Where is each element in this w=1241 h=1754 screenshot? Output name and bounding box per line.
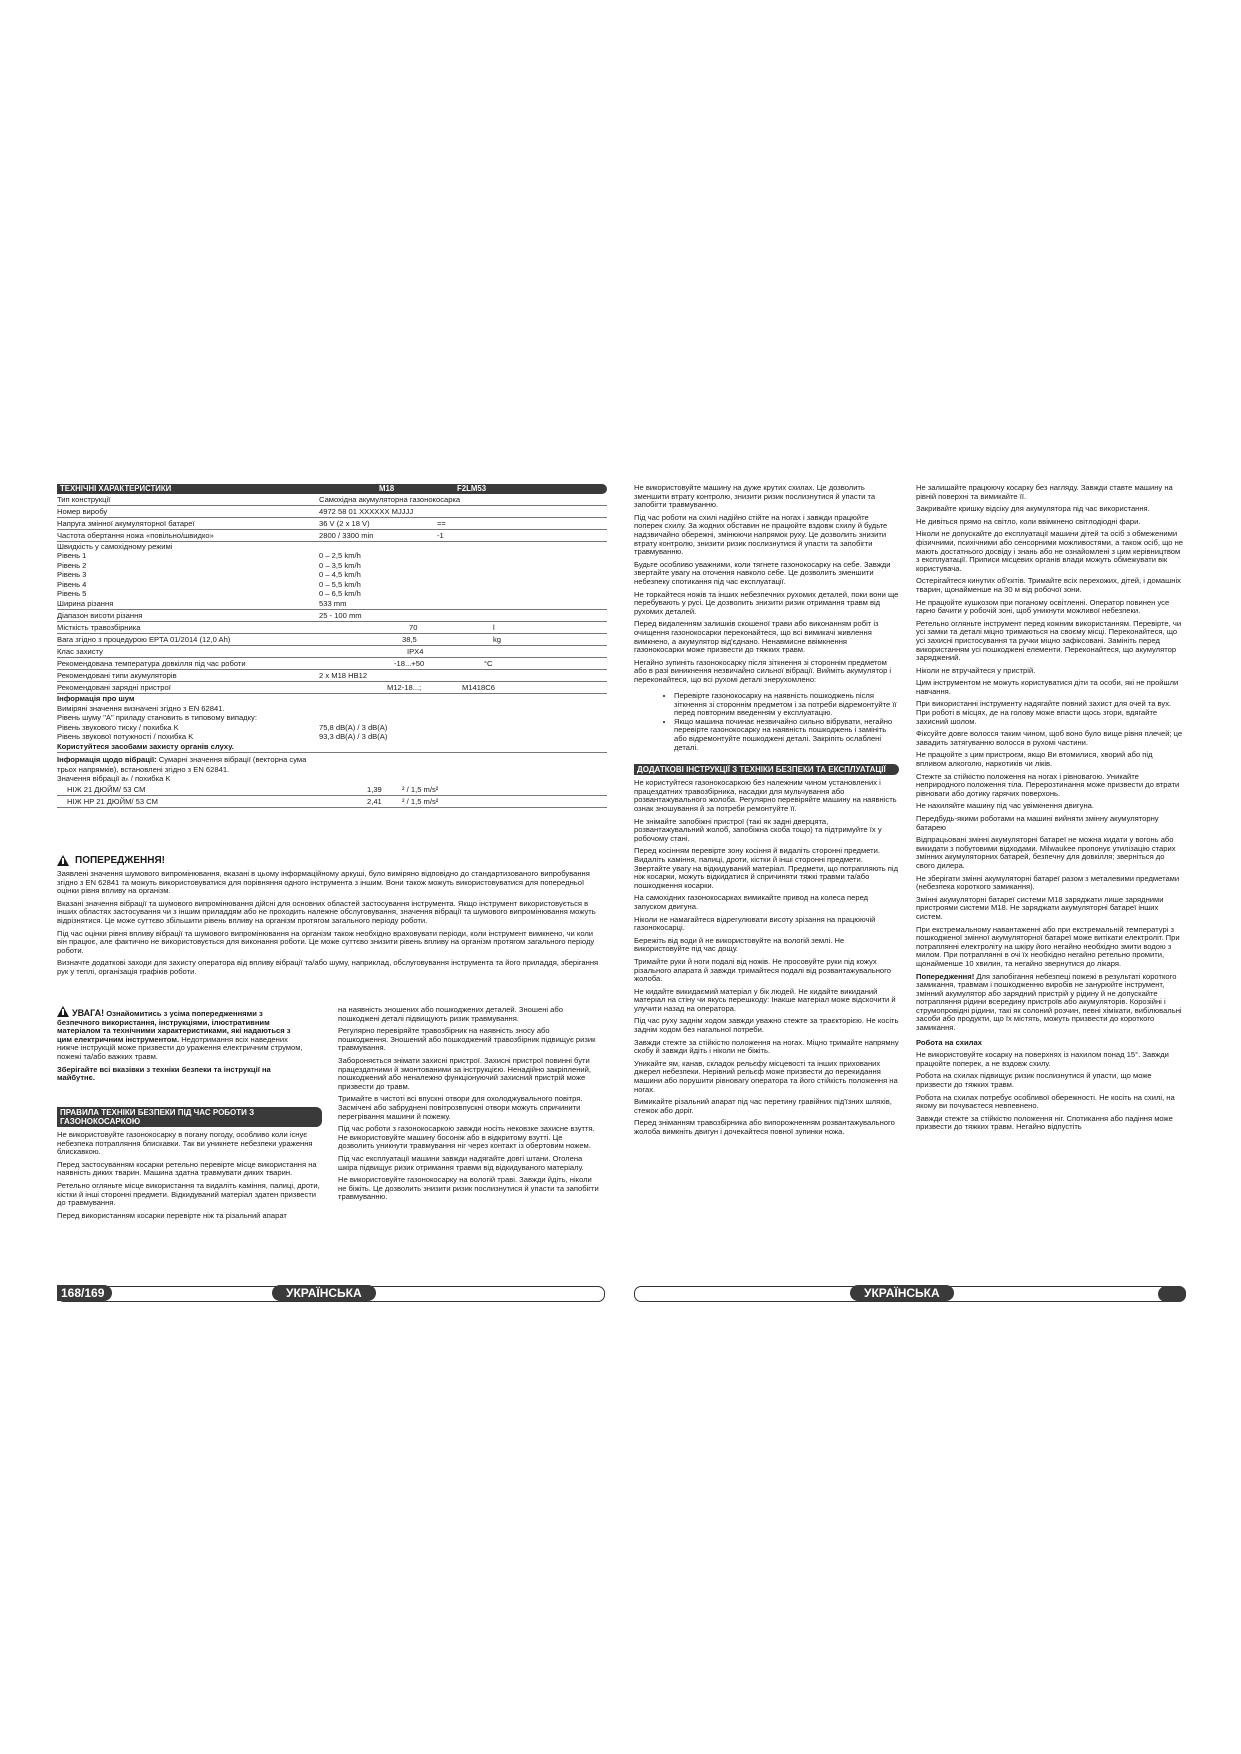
rule-paragraph: Під час експлуатації машини завжди надягайте довгі штани. Оголена шкіра підвищує ризик отримання травми від відкидуваного матеріалу. <box>338 1153 584 1172</box>
instruction-paragraph: Не торкайтеся ножів та інших небезпечних рухомих деталей, поки вони ще перебувають у русі. Це дозволить знизити ризик отримання травм від рухомих деталей. <box>634 589 899 616</box>
speed-row: Рівень 1 0 – 2,5 km/h <box>57 551 361 561</box>
instruction-paragraph: Не працюйте кушкозом при поганому освітленні. Оператор повинен усе гарно бачити у робочій зоні, щоб уникнути можливої небезпеки. <box>916 597 1170 616</box>
rules-left-column <box>57 1105 322 1224</box>
speed-row: Рівень 4 0 – 5,5 km/h <box>57 579 361 589</box>
instruction-paragraph: Не користуйтеся газонокосаркою без належним чином установлених і працездатних травозбірника, насадки для мульчування або розвантажувального жолоба. Регулярно перевіряйте машину на наявність ознак зношування й за потреби ремонтуйте її. <box>634 778 897 813</box>
damage-check-list <box>634 692 899 752</box>
right-column-3 <box>634 484 899 1141</box>
bullet-item: • Якщо машина починає незвичайно сильно вібрувати, негайно перевірте газонокосарку на наявність пошкоджень і замініть або відремонтуйте пошкоджені деталі. Закріпіть ослаблені деталі. <box>674 718 899 752</box>
instruction-paragraph: Під час руху заднім ходом завжди уважно стежте за траєкторією. Не косіть заднім ходом без нагальної потреби. <box>634 1016 899 1035</box>
instruction-paragraph: Ніколи не намагайтеся відрегулювати висоту зрізання на працюючій газонокосарці. <box>634 914 876 933</box>
slope-paragraph: Завжди стежте за стійкістю положення ніг. Спотикання або падіння може призвести до тяжких травм. Негайно відпустіть <box>916 1113 1173 1132</box>
noise-line-2: Рівень шуму "А" приладу становить в типовому випадку: <box>57 713 257 723</box>
warning-text <box>57 870 605 981</box>
rule-paragraph: Не використовуйте газонокосарку в погану погоду, особливо коли існує небезпека потрапляння блискавки. Так ви уникнете небезпеки ураження блискавкою. <box>57 1130 313 1157</box>
spec-row: Клас захисту IPX4 <box>57 646 607 658</box>
slope-title: Робота на схилах <box>916 1037 982 1047</box>
instruction-paragraph: Уникайте ям, канав, складок рельєфу місцевості та інших прихованих джерел небезпеки. Нерівний рельєф може призвести до перекидання машини або порушити рівновагу оператора та його стійкість положення на ногах. <box>634 1058 898 1094</box>
slope-paragraph: Робота на схилах підвищує ризик послизнутися й упасти, що може призвести до тяжких травм. <box>916 1071 1152 1090</box>
vibration-info: Інформація щодо вібрації: Сумарні значення вібрації (векторна сума трьох напрямків), встановлені згідно з EN 62841. <box>57 755 307 774</box>
slope-paragraph: Не використовуйте косарку на поверхнях із нахилом понад 15°. Завжди працюйте поперек, а не вздовж схилу. <box>916 1050 1169 1068</box>
rule-paragraph: Перед застосуванням косарки ретельно перевірте місце використання на наявність диких тварин. Машина здатна травмувати диких тварин. <box>57 1159 317 1178</box>
instruction-paragraph: Не нахиляйте машину під час увімкнення двигуна. <box>916 801 1094 811</box>
instruction-paragraph: Не кидайте викидаємий матеріал у бік людей. Не кидайте викиданий матеріал на стіну чи якусь перешкоду: Інакше матеріал може відскочити й улучити назад на оператора. <box>634 986 896 1013</box>
speed-row: Рівень 3 0 – 4,5 km/h <box>57 570 361 580</box>
rule-paragraph: Під час роботи з газонокосаркою завжди носіть нековзке захисне взуття. Не використовуйте машину босоніж або в відкритому взутті. Це дозволить уникнути травмування ніг через контакт із обертовим ножем. <box>338 1124 595 1151</box>
attention-block: УВАГА! Ознайомитись з усіма попередженнями з безпечного використання, інструкціями, ілюстративним матеріалом та технічними характеристиками, які надаються з цим електричним інструментом. Недотримання всіх наведених нижче інструкцій може призвести до ураження електричним струмом, пожежі та/або важких травм. Зберігайте всі вказівки з техніки безпеки та інструкції на майбутнє. <box>57 1008 303 1083</box>
bullet-item: • Перевірте газонокосарку на наявність пошкоджень після зіткнення зі стороннім предметом і за потреби відремонтуйте її перед повторним введенням у експлуатацію. <box>674 692 899 718</box>
noise-line-1: Виміряні значення визначені згідно з EN 62841. <box>57 703 225 713</box>
spec-speed-title: Швидкість у самохідному режимі <box>57 542 173 551</box>
rule-paragraph: Забороняється знімати захисні пристрої. Захисні пристрої повинні бути працездатними й змонтованими за інструкцією. Ненадійно закріплений, пошкоджений або неналежно функціонуючий захисний пристрій може призвести до травм. <box>338 1055 591 1091</box>
instruction-paragraph: Закривайте кришку відсіку для акумулятора під час використання. <box>916 504 1150 514</box>
vibration-row: НІЖ 21 ДЮЙМ/ 53 CM 1,39 ² / 1,5 m/s² <box>57 784 607 796</box>
rule-paragraph: Ретельно огляньте місце використання та видаліть каміння, палиці, дроти, кістки й інші сторонні предмети. Відкидуваний матеріал здатен призвести до травмування. <box>57 1180 320 1208</box>
spec-row: Місткість травозбірника 70 l <box>57 622 607 634</box>
instruction-paragraph: Остерігайтеся кинутих об'єктів. Тримайте всіх перехожих, дітей, і домашніх тварин, щонайменше на 30 м від робочої зони. <box>916 576 1181 594</box>
spec-row: Рекомендовані типи акумуляторів 2 x M18 HB12 <box>57 670 607 682</box>
instruction-paragraph: Змінні акумуляторні батареї системи M18 заряджати лише зарядними пристроями системи M18. Не заряджати акумуляторні батареї інших систем. <box>916 894 1164 921</box>
spec-row: Ширина різання 533 mm <box>57 598 607 610</box>
rule-paragraph: Тримайте в чистоті всі впускні отвори для охолоджувального повітря. Засмічені або забруднені повітрозвпускні отвори можуть спричинити перегрівання машини й пожежу. <box>338 1094 583 1121</box>
instruction-paragraph: Будьте особливо уважними, коли тягнете газонокосарку на себе. Завжди звертайте увагу на оточення навколо себе. Це дозволить зменшити небезпеку спотикання під час експлуатації. <box>634 559 891 586</box>
instruction-paragraph: Відпрацьовані змінні акумуляторні батареї не можна кидати у вогонь або викидати з побутовими відходами. Milwaukee пропонує утилізацію старих змінних акумуляторних батарей, безпечну для довкілля; зверніться до свого дилера. <box>916 835 1176 870</box>
instruction-paragraph: Не знімайте запобіжні пристрої (такі як задні дверцята, розвантажувальний жолоб, запобіжна скоба тощо) та підтримуйте їх у робочому стані. <box>634 816 882 843</box>
rule-paragraph: Не використовуйте газонокосарку на вологій траві. Завжди йдіть, ніколи не біжіть. Це дозволить знизити ризик послизнутися й упасти та запобігти травмуванню. <box>338 1175 599 1202</box>
spec-model-series: M18 <box>379 484 395 493</box>
noise-note: Користуйтеся засобами захисту органів слуху. <box>57 741 607 753</box>
spec-header <box>57 484 607 494</box>
rules-title: ПРАВИЛА ТЕХНІКИ БЕЗПЕКИ ПІД ЧАС РОБОТИ З ГАЗОНОКОСАРКОЮ <box>57 1107 322 1127</box>
warning-heading: ПОПЕРЕДЖЕННЯ! <box>57 855 165 866</box>
instruction-paragraph: Ретельно огляньте інструмент перед кожним використанням. Перевірте, чи усі замки та деталі міцно тримаються на своєму місці. Переконайтеся, що усі захисні пристосування та ручки міцно зафіксовані. Замініть перед використанням усі пошкоджені елементи. Переконайтеся, що акумулятор заряджений. <box>916 618 1182 663</box>
right-column-4: Не залишайте працюючу косарку без нагляду. Завжди ставте машину на рівній поверхні та вимикайте її. Закривайте кришку відсіку для акумулятора під час використання. Не дивіться прямо на світло, коли ввімкнено світлодіодні фари. Ніколи не допускайте до експлуатації машини дітей та осіб з обмеженими фізичними, психічними або сенсорними можливостями, а також осіб, що не мають достатнього досвіду і знань або не ознайомлені з цим керівництвом з експлуатації. Приписи місцевих органів влади можуть обмежувати вік користувача. Остерігайтеся кинутих об'єктів. Тримайте всіх перехожих, дітей, і домашніх тварин, щонайменше на 30 м від робочої зони. Не працюйте кушкозом при поганому освітленні. Оператор повинен усе гарно бачити у робочій зоні, щоб уникнути можливої небезпеки. Ретельно огляньте інструмент перед кожним використанням. Перевірте, чи усі замки та деталі міцно тримаються на своєму місці. Переконайтеся, що усі захисні пристосування та ручки міцно зафіксовані. Замініть перед використанням усі пошкоджені елементи. Переконайтеся, що акумулятор заряджений. Ніколи не втручайтеся у пристрій. Цим інструментом не можуть користуватися діти та особи, які не пройшли навчання. При використанні інструменту надягайте повний захист для очей та вух. При роботі в місцях, де на голову може впасти щось згори, вдягайте захисний шолом. Фіксуйте довге волосся таким чином, щоб воно було вище рівня плечей; це завадить затягуванню волосся в рухомі частини. Не працюйте з цим пристроєм, якщо Ви втомилися, хворий або під впливом алкоголю, наркотиків чи ліків. Стежте за стійкістю положення на ногах і рівновагою. Уникайте неприродного положення тіла. Перерозтинання може призвести до втрати рівноваги або дотику гарячих поверхонь. Не нахиляйте машину під час увімкнення двигуна. Передбудь-якими роботами на машині вийняти змінну акумуляторну батарею Відпрацьовані змінні акумуляторні батареї не можна кидати у вогонь або викидати з побутовими відходами. Milwaukee пропонує утилізацію старих змінних акумуляторних батарей, безпечну для довкілля; зверніться до свого дилера. Не зберігати змінні акумуляторні батареї разом з металевими предметами (небезпека короткого замикання). Змінні акумуляторні батареї системи M18 заряджати лише зарядними пристроями системи M18. Не заряджати акумуляторні батареї інших систем. При екстремальному навантаженні або при екстремальній температурі з пошкодженої змінної акумуляторної батареї може витікати електроліт. При потраплянні електроліту на шкіру його негайно необхідно змити водою з милом. При потраплянні в очі їх необхідно негайно ретельно промити, щонайменше 10 хвилин, та негайно звернутися до лікаря. Попередження! Для запобігання небезпеці пожежі в результаті короткого замикання, травмам і пошкодженню виробів не занурюйте інструмент, змінний акумулятор або зарядний пристрій у рідину й не допускайте потрапляння рідини всередину пристроїв або акумуляторів. Корозійні і струмопровідні рідини, такі як солоний розчин, певні хімікати, вибілювальні засоби або продукти, що їх містять, можуть призвести до короткого замикання. Робота на схилах Не використовуйте косарку на поверхнях із нахилом понад 15°. Завжди працюйте поперек, а не вздовж схилу. Робота на схилах підвищує ризик послизнутися й упасти, що може призвести до тяжких травм. Робота на схилах потребує особливої обережності. Не косіть на схилі, на якому ви почуваєтеся невпевнено. Завжди стежте за стійкістю положення ніг. Спотикання або падіння може призвести до тяжких травм. Негайно відпустіть <box>916 483 1184 1132</box>
footer-language-left: УКРАЇНСЬКА <box>272 1285 376 1301</box>
rule-paragraph: на наявність зношених або пошкоджених деталей. Зношені або пошкоджені деталі підвищують ризик травмування. <box>338 1005 563 1023</box>
instruction-paragraph: Цим інструментом не можуть користуватися діти та особи, які не пройшли навчання. <box>916 678 1179 696</box>
warning-paragraph: Під час оцінки рівня впливу вібрації та шумового випромінювання на організм також необхідно враховувати періоди, коли інструмент вимкнено, чи коли він працює, але фактично не використовується для виконання роботи. Це може суттєво знизити рівень впливу на організм протягом загального періоду роботи. <box>57 928 595 955</box>
spec-row: Рекомендована температура довкілля під час роботи -18...+50 °C <box>57 658 607 670</box>
instruction-paragraph: Ніколи не втручайтеся у пристрій. <box>916 665 1036 675</box>
spec-row: Рекомендовані зарядні пристрої M12-18...; M1418C6 <box>57 682 607 694</box>
instruction-paragraph: Не дивіться прямо на світло, коли ввімкнено світлодіодні фари. <box>916 516 1141 526</box>
rules-mid-column <box>338 1006 600 1206</box>
instruction-paragraph: Не зберігати змінні акумуляторні батареї разом з металевими предметами (небезпека короткого замикання). <box>916 873 1180 892</box>
instruction-paragraph: Перед зніманням травозбірника або випорожненням розвантажувального жолоба вимкніть двигун і дочекайтеся повної зупинки ножа. <box>634 1118 895 1136</box>
noise-title: Інформація про шум <box>57 694 135 704</box>
spec-model: F2LM53 <box>457 484 487 493</box>
noise-row: Рівень звукового тиску / похибка K 75,8 dB(A) / 3 dB(A) <box>57 722 388 732</box>
speed-row: Рівень 5 0 – 6,5 km/h <box>57 588 361 598</box>
instruction-paragraph: На самохідних газонокосарках вимикайте привод на колеса перед запуском двигуна. <box>634 893 869 911</box>
rule-paragraph: Перед використанням косарки перевірте ніж та різальний апарат <box>57 1210 287 1220</box>
warning-paragraph: Визначте додаткові заходи для захисту оператора від впливу вібрації та/або шуму, наприклад, обслуговування інструмента та його приладдя, зберігання рук у теплі, організація графіків роботи. <box>57 958 599 976</box>
footer-endcap <box>1158 1286 1186 1302</box>
spec-row: Діапазон висоти різання 25 - 100 mm <box>57 610 607 622</box>
rule-paragraph: Регулярно перевіряйте травозбірник на наявність зносу або пошкодження. Зношений або пошкоджений травозбірник підвищує ризик травмування. <box>338 1026 596 1053</box>
spec-row: Тип конструкції Самохідна акумуляторна газонокосарка <box>57 494 607 506</box>
additional-title: ДОДАТКОВІ ІНСТРУКЦІЇ З ТЕХНІКИ БЕЗПЕКИ ТА ЕКСПЛУАТАЦІЇ <box>634 764 899 775</box>
instruction-paragraph: Перед видаленням залишків скошеної трави або виконанням робіт із очищення газонокосарки переконайтеся, що всі вимикачі живлення вимкнено, а акумулятор від'єднано. Ненавмисне ввімкнення газонокосарки може призвести до тяжких травм. <box>634 619 879 655</box>
instruction-paragraph: Не працюйте з цим пристроєм, якщо Ви втомилися, хворий або під впливом алкоголю, наркотиків чи ліків. <box>916 750 1153 769</box>
instruction-paragraph: Під час роботи на схилі надійно стійте на ногах і завжди працюйте поперек схилу. За жодних обставин не працюйте вздовж схилу й будьте надзвичайно обережні, змінюючи напрямок руху. Це дозволить знизити втрату контролю, знизити ризик послизнутися й упасти та запобігти травмуванню. <box>634 512 888 557</box>
spec-row: Напруга змінної акумуляторної батареї 36 V (2 x 18 V) == <box>57 518 607 530</box>
warning-icon <box>57 855 69 866</box>
instruction-paragraph: Передбудь-якими роботами на машині вийняти змінну акумуляторну батарею <box>916 814 1159 832</box>
instruction-paragraph: Негайно зупиніть газонокосарку після зіткнення зі стороннім предметом або в разі виникнення незвичайно сильної вібрації. Вийміть акумулятор і переконайтеся, що всі рухомі деталі знерухомлено: <box>634 657 892 684</box>
noise-row: Рівень звукової потужності / похибка K 93,3 dB(A) / 3 dB(A) <box>57 731 388 741</box>
instruction-paragraph: Перед косінням перевірте зону косіння й видаліть сторонні предмети. Видаліть каміння, палиці, дроти, кістки й інші сторонні предмети. Звертайте увагу на відкидуваний матеріал. Предмети, що потрапляють під ніж косарки, можуть відкидатися й спричиняти тяжкі травми та/або пошкодження косарки. <box>634 846 898 890</box>
instruction-paragraph: Тримайте руки й ноги подалі від ножів. Не просовуйте руки під кожух різального апарата й завжди тримайтеся подалі від розвантажувального жолоба. <box>634 956 891 984</box>
spec-table <box>57 484 607 808</box>
warning-paragraph: Заявлені значення шумового випромінювання, вказані в цьому інформаційному аркуші, було виміряно відповідно до стандартизованого випробування згідно з EN 62841 та можуть використовуватися для порівняння одного інструмента з іншим. Вони також можуть використовуватися для попередньої оцінки рівня впливу на організм. <box>57 869 590 896</box>
instruction-paragraph: При використанні інструменту надягайте повний захист для очей та вух. При роботі в місцях, де на голову може впасти щось згори, вдягайте захисний шолом. <box>916 699 1172 726</box>
vibration-line: Значення вібрації aₕ / похибка K <box>57 774 171 784</box>
footer-language-right: УКРАЇНСЬКА <box>850 1285 954 1301</box>
instruction-paragraph: Бережіть від води й не використовуйте на вологій землі. Не використовуйте під час дощу. <box>634 935 845 954</box>
instruction-paragraph: Не використовуйте машину на дуже крутих схилах. Це дозволить зменшити втрату контролю, знизити ризик послизнутися й упасти та запобігти травмуванню. <box>634 483 876 510</box>
instruction-paragraph: Фіксуйте довге волосся таким чином, щоб воно було вище рівня плечей; це завадить затягуванню волосся в рухомі частини. <box>916 729 1183 747</box>
slope-paragraph: Робота на схилах потребує особливої обережності. Не косіть на схилі, на якому ви почуваєтеся невпевнено. <box>916 1092 1175 1111</box>
page-number: 168/169 <box>57 1285 112 1301</box>
spec-row: Номер виробу 4972 58 01 XXXXXX MJJJJ <box>57 506 607 518</box>
instruction-paragraph: Стежте за стійкістю положення на ногах і рівновагою. Уникайте неприродного положення тіла. Перерозтинання може призвести до втрати рівноваги або дотику гарячих поверхонь. <box>916 771 1180 798</box>
warning-paragraph: Вказані значення вібрації та шумового випромінювання дійсні для основних областей застосування інструмента. Якщо інструмент використовується в інших областях застосування чи з іншим приладдям або не проходить належне обслуговування, значення вібрації та шумового випромінювання можуть відрізнятися. Це може суттєво збільшити рівень впливу на організм протягом загального періоду роботи. <box>57 898 596 925</box>
spec-row: Вага згідно з процедурою EPTA 01/2014 (12,0 Ah) 38,5 kg <box>57 634 607 646</box>
instruction-paragraph: Вимикайте різальний апарат під час перетину гравійних під'їзних шляхів, стежок або доріг. <box>634 1097 892 1115</box>
vibration-row: НІЖ HP 21 ДЮЙМ/ 53 CM 2,41 ² / 1,5 m/s² <box>57 796 607 808</box>
speed-row: Рівень 2 0 – 3,5 km/h <box>57 560 361 570</box>
instruction-paragraph: Ніколи не допускайте до експлуатації машини дітей та осіб з обмеженими фізичними, психічними або сенсорними можливостями, а також осіб, що не мають достатнього досвіду і знань або не ознайомлені з цим керівництвом з експлуатації. Приписи місцевих органів влади можуть обмежувати вік користувача. <box>916 529 1184 573</box>
instruction-paragraph: Завжди стежте за стійкістю положення на ногах. Міцно тримайте напрямну скобу й завжди йдіть і ніколи не біжіть. <box>634 1037 899 1056</box>
instruction-paragraph: Не залишайте працюючу косарку без нагляду. Завжди ставте машину на рівній поверхні та вимикайте її. <box>916 483 1173 501</box>
spec-title: ТЕХНІЧНІ ХАРАКТЕРИСТИКИ <box>60 484 172 493</box>
spec-row: Частота обертання ножа «повільно/швидко» 2800 / 3300 min -1 <box>57 530 607 542</box>
attention-icon <box>57 1006 69 1017</box>
instruction-paragraph: При екстремальному навантаженні або при екстремальній температурі з пошкодженої змінної акумуляторної батареї може витікати електроліт. При потраплянні електроліту на шкіру його негайно необхідно змити водою з милом. При потраплянні в очі їх необхідно негайно ретельно промити, щонайменше 10 хвилин, та негайно звернутися до лікаря. <box>916 924 1180 968</box>
